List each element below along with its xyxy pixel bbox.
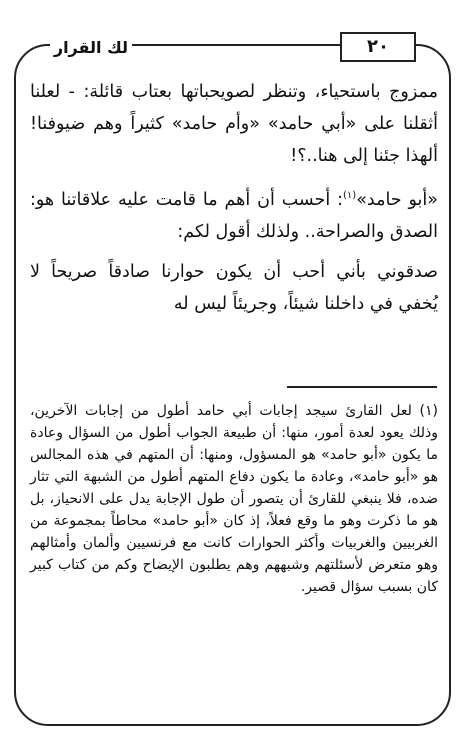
footnote-marker: (١) <box>343 190 357 201</box>
page-header <box>0 30 467 62</box>
footnote <box>30 400 438 598</box>
footnote-separator <box>287 386 437 388</box>
paragraph <box>30 180 438 248</box>
paragraph: ممزوج باستحياء، وتنظر لصويحباتها بعتاب قائلة: - لعلنا أثقلنا على «أبي حامد» «وأم حامد» كثيراً وهم ضيوفنا! ألهذا جئنا إلى هنا..؟! <box>30 82 438 166</box>
running-title: لك القرار <box>50 38 132 57</box>
paragraph-text: : أحسب أن أهم ما قامت عليه علاقاتنا هو: الصدق والصراحة.. ولذلك أقول لكم: <box>30 189 438 242</box>
main-text <box>30 76 438 320</box>
page-number: ٢٠ <box>340 32 416 62</box>
paragraph: صدقوني بأني أحب أن يكون حوارنا صادقاً صريحاً لا يُخفي في داخلنا شيئاً، وجريئاً ليس له <box>30 261 438 314</box>
footnote-text: (١) لعل القارئ سيجد إجابات أبي حامد أطول من إجابات الآخرين، وذلك يعود لعدة أمور، منها: أن طبيعة الجواب أطول من السؤال وعادة ما يكون «أبو حامد» هو المسؤول، ومنها: أن المتهم في هذه المجالس هو «أبو حامد»، وعادة ما يكون دفاع المتهم أطول من الشبهة التي تثار ضده، فلا ينبغي للقارئ أن يتصور أن طول الإجابة يدل على الانحياز، بل هو ما ذكرت وهو ما وقع فعلاً، إذ كان «أبو حامد» محاطاً بمجموعة من الغربيين والغربيات وأكثر الحوارات كانت مع فرنسيين وألمان وأمثالهم وهو متعرض لأسئلتهم وشبههم وهم يطلبون الإيضاح وكم من كتاب كبير كان بسبب سؤال قصير. <box>30 403 438 595</box>
speaker-name: «أبو حامد» <box>356 189 438 210</box>
